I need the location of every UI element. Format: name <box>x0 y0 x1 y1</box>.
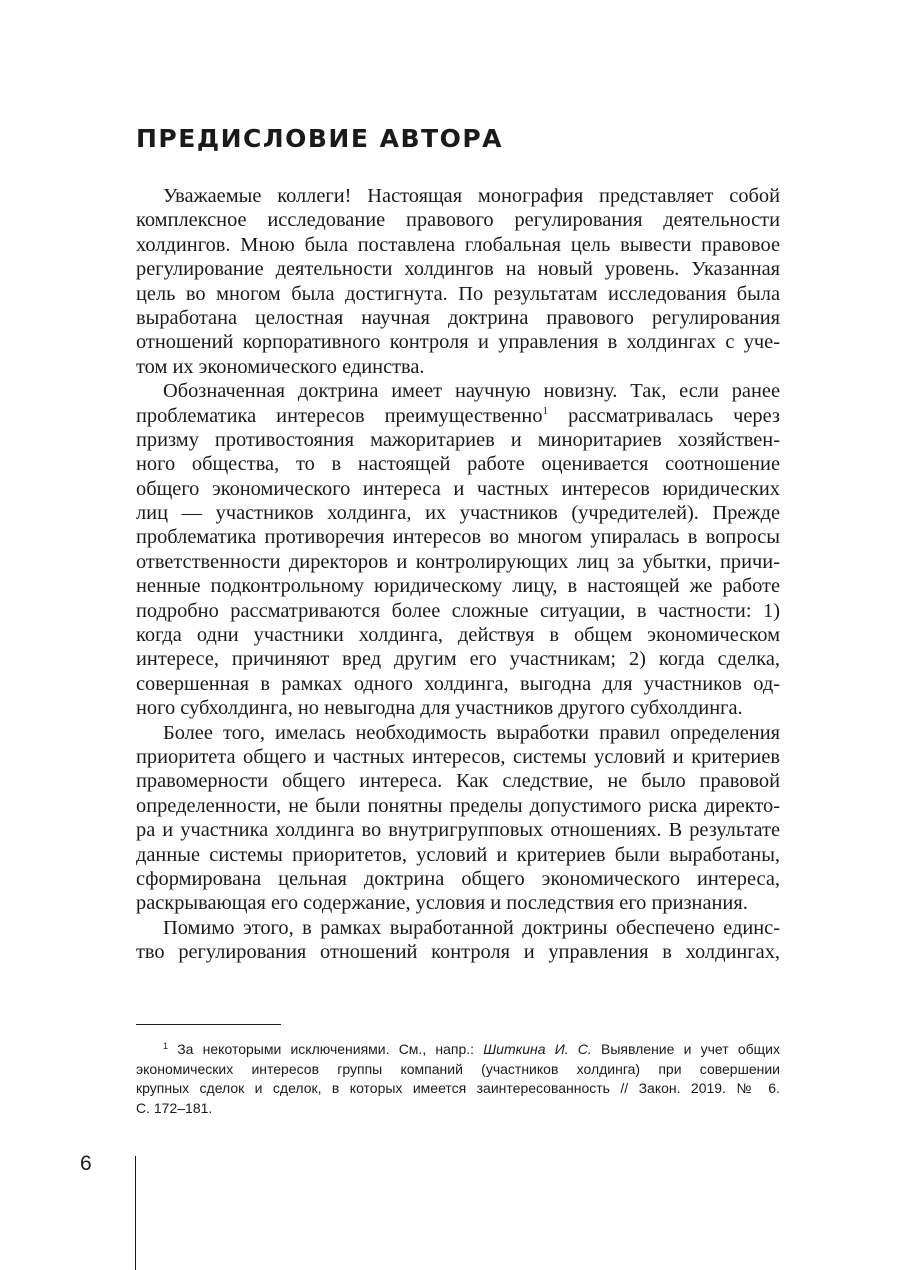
text-line: ного субхолдинга, но невыгодна для участников другого субхолдинга. <box>136 697 743 720</box>
text-line: Обозначенная доктрина имеет научную новизну. Так, если ранее <box>163 380 780 403</box>
text-line: Помимо этого, в рамках выработанной доктрины обеспечено единс- <box>163 916 780 939</box>
text-line: общего экономического интереса и частных интересов юридических <box>136 477 780 500</box>
text-fragment: проблематика интересов преимущественно <box>136 404 543 427</box>
text-line: подробно рассматриваются более сложные ситуации, в частности: 1) <box>136 599 780 622</box>
text-line: тво регулирования отношений контроля и управления в холдингах, <box>136 941 780 964</box>
text-line: интересе, причиняют вред другим его участникам; 2) когда сделка, <box>136 648 780 671</box>
footnote-number: 1 <box>163 1041 169 1051</box>
text-line: холдингов. Мною была поставлена глобальная цель вывести правовое <box>136 233 780 256</box>
footnote-text: Выявление и учет общих <box>601 1041 781 1057</box>
footnote-line <box>136 1040 780 1060</box>
text-line-with-footnote <box>136 404 780 428</box>
text-line: призму противостояния мажоритариев и миноритариев хозяйствен- <box>136 428 780 451</box>
text-line: ненные подконтрольному юридическому лицу, в настоящей же работе <box>136 575 780 598</box>
paragraph-3 <box>136 721 780 916</box>
footnote-line: экономических интересов группы компаний (участников холдинга) при совершении <box>136 1060 780 1077</box>
paragraph-2 <box>136 379 780 720</box>
footnote-reference[interactable]: 1 <box>542 404 549 417</box>
footnote-line: С. 172–181. <box>136 1099 213 1116</box>
footnote-text: За некоторыми исключениями. См., напр.: <box>177 1041 475 1057</box>
footnote-divider <box>136 1024 281 1025</box>
footnote-line: крупных сделок и сделок, в которых имеется заинтересованность // Закон. 2019. № 6. <box>136 1080 780 1096</box>
text-line: раскрывающая его содержание, условия и последствия его признания. <box>136 892 748 915</box>
text-line: определенности, не были понятны пределы допустимого риска директо- <box>136 794 780 817</box>
chapter-heading: ПРЕДИСЛОВИЕ АВТОРА <box>136 124 504 153</box>
text-line: совершенная в рамках одного холдинга, выгодна для участников од- <box>136 672 780 695</box>
text-line: том их экономического единства. <box>136 355 425 378</box>
text-line: отношений корпоративного контроля и управления в холдингах с уче- <box>136 331 780 354</box>
text-fragment: рассматривалась через <box>568 404 780 427</box>
page-number: 6 <box>80 1152 92 1175</box>
text-line: приоритета общего и частных интересов, системы условий и критериев <box>136 745 780 768</box>
margin-rule <box>135 1156 136 1270</box>
text-line: данные системы приоритетов, условий и критериев были выработаны, <box>136 843 780 866</box>
text-line: лиц — участников холдинга, их участников (учредителей). Прежде <box>136 502 780 525</box>
text-line: правомерности общего интереса. Как следствие, не было правовой <box>136 770 780 793</box>
text-line: Уважаемые коллеги! Настоящая монография представляет собой <box>163 185 780 207</box>
text-line: проблематика противоречия интересов во многом упиралась в вопросы <box>136 526 780 549</box>
paragraph-4 <box>136 916 780 965</box>
text-line: выработана целостная научная доктрина правового регулирования <box>136 306 780 329</box>
footnote <box>136 1040 780 1118</box>
text-line: комплексное исследование правового регулирования деятельности <box>136 209 780 232</box>
paragraph-1 <box>136 184 780 379</box>
text-line: Более того, имелась необходимость выработки правил определения <box>163 721 780 744</box>
text-line: ного общества, то в настоящей работе оценивается соотношение <box>136 453 780 476</box>
text-line: цель во многом была достигнута. По результатам исследования была <box>136 282 780 305</box>
text-line: регулирование деятельности холдингов на новый уровень. Указанная <box>136 258 780 281</box>
footnote-author: Шиткина И. С. <box>483 1041 592 1057</box>
text-line: ответственности директоров и контролирующих лиц за убытки, причи- <box>136 550 780 573</box>
main-text <box>136 184 780 965</box>
text-line: сформирована цельная доктрина общего экономического интереса, <box>136 867 780 890</box>
text-line: ра и участника холдинга во внутригрупповых отношениях. В результате <box>136 819 780 842</box>
text-line: когда одни участники холдинга, действуя в общем экономическом <box>136 624 780 647</box>
